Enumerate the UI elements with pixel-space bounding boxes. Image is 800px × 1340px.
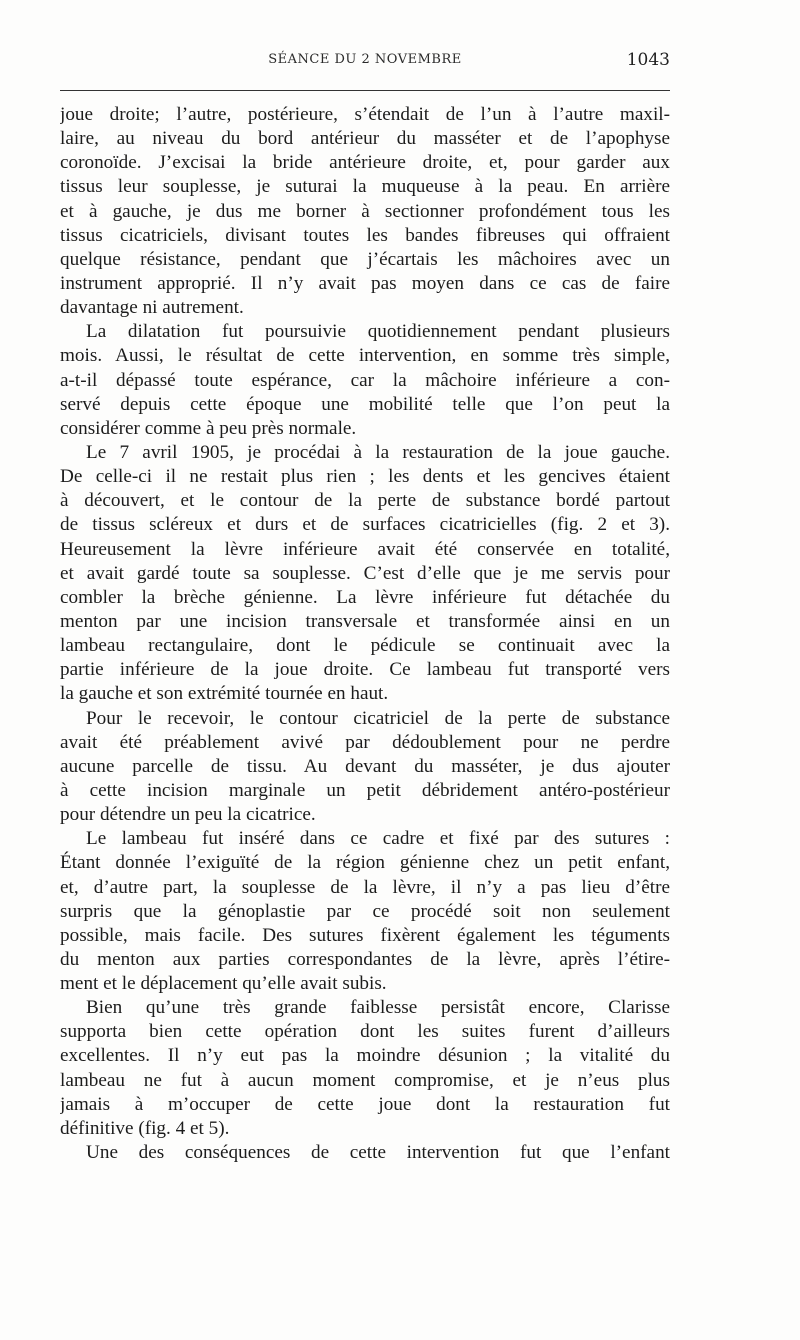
text-line: davantage ni autrement.: [60, 297, 244, 319]
text-line: tissus cicatriciels, divisant toutes les bandes fibreuses qui offraient: [60, 224, 670, 246]
text-line: du menton aux parties correspondantes de la lèvre, après l’étire-: [60, 948, 670, 970]
text-line: Bien qu’une très grande faiblesse persistât encore, Clarisse: [86, 997, 670, 1019]
text-line: jamais à m’occuper de cette joue dont la restauration fut: [60, 1093, 670, 1115]
text-line: Heureusement la lèvre inférieure avait été conservée en totalité,: [60, 538, 670, 560]
text-line: De celle-ci il ne restait plus rien ; les dents et les gencives étaient: [60, 466, 670, 488]
text-line: a-t-il dépassé toute espérance, car la mâchoire inférieure a con-: [60, 369, 670, 391]
text-line: surpris que la génoplastie par ce procédé soit non seulement: [60, 900, 670, 922]
text-line: Une des conséquences de cette intervention fut que l’enfant: [86, 1142, 670, 1164]
text-line: partie inférieure de la joue droite. Ce lambeau fut transporté vers: [60, 659, 670, 681]
text-line: La dilatation fut poursuivie quotidiennement pendant plusieurs: [86, 321, 670, 343]
text-line: Le lambeau fut inséré dans ce cadre et fixé par des sutures :: [86, 828, 670, 850]
text-line: supporta bien cette opération dont les suites furent d’ailleurs: [60, 1021, 670, 1043]
header-rule: [60, 90, 670, 91]
text-line: Pour le recevoir, le contour cicatriciel de la perte de substance: [86, 707, 670, 729]
running-title: SÉANCE DU 2 NOVEMBRE: [268, 52, 462, 67]
text-line: menton par une incision transversale et transformée ainsi en un: [60, 610, 670, 632]
page-number: 1043: [626, 50, 670, 70]
text-line: à découvert, et le contour de la perte de substance bordé partout: [60, 490, 670, 512]
text-line: de tissus scléreux et durs et de surfaces cicatricielles (fig. 2 et 3).: [60, 514, 670, 536]
text-line: possible, mais facile. Des sutures fixèrent également les téguments: [60, 924, 670, 946]
text-line: joue droite; l’autre, postérieure, s’étendait de l’un à l’autre maxil-: [60, 104, 670, 125]
text-line: et, d’autre part, la souplesse de la lèvre, il n’y a pas lieu d’être: [60, 876, 670, 898]
text-line: laire, au niveau du bord antérieur du masséter et de l’apophyse: [60, 128, 670, 150]
text-line: coronoïde. J’excisai la bride antérieure droite, et, pour garder aux: [60, 152, 670, 174]
text-line: ment et le déplacement qu’elle avait subis.: [60, 973, 387, 995]
text-line: à cette incision marginale un petit débridement antéro-postérieur: [60, 779, 670, 801]
body-text: [60, 103, 670, 1165]
text-line: et avait gardé toute sa souplesse. C’est d’elle que je me servis pour: [60, 562, 670, 584]
text-line: la gauche et son extrémité tournée en haut.: [60, 683, 389, 705]
text-line: Le 7 avril 1905, je procédai à la restauration de la joue gauche.: [86, 441, 670, 463]
text-line: aucune parcelle de tissu. Au devant du masséter, je dus ajouter: [60, 755, 670, 777]
text-line: définitive (fig. 4 et 5).: [60, 1117, 230, 1139]
text-line: Étant donnée l’exiguïté de la région génienne chez un petit enfant,: [60, 852, 670, 874]
text-line: considérer comme à peu près normale.: [60, 417, 357, 439]
text-line: lambeau rectangulaire, dont le pédicule se continuait avec la: [60, 635, 670, 657]
text-line: et à gauche, je dus me borner à sectionner profondément tous les: [60, 200, 670, 222]
text-line: mois. Aussi, le résultat de cette intervention, en somme très simple,: [60, 345, 670, 367]
running-head: [60, 50, 670, 76]
text-line: avait été préablement avivé par dédoublement pour ne perdre: [60, 731, 670, 753]
text-line: lambeau ne fut à aucun moment compromise, et je n’eus plus: [60, 1069, 670, 1091]
text-line: pour détendre un peu la cicatrice.: [60, 804, 316, 826]
text-line: instrument approprié. Il n’y avait pas moyen dans ce cas de faire: [60, 272, 670, 294]
text-line: servé depuis cette époque une mobilité telle que l’on peut la: [60, 393, 670, 415]
text-line: tissus leur souplesse, je suturai la muqueuse à la peau. En arrière: [60, 176, 670, 198]
text-line: excellentes. Il n’y eut pas la moindre désunion ; la vitalité du: [60, 1045, 670, 1067]
text-line: combler la brèche génienne. La lèvre inférieure fut détachée du: [60, 586, 670, 608]
text-line: quelque résistance, pendant que j’écartais les mâchoires avec un: [60, 248, 670, 270]
